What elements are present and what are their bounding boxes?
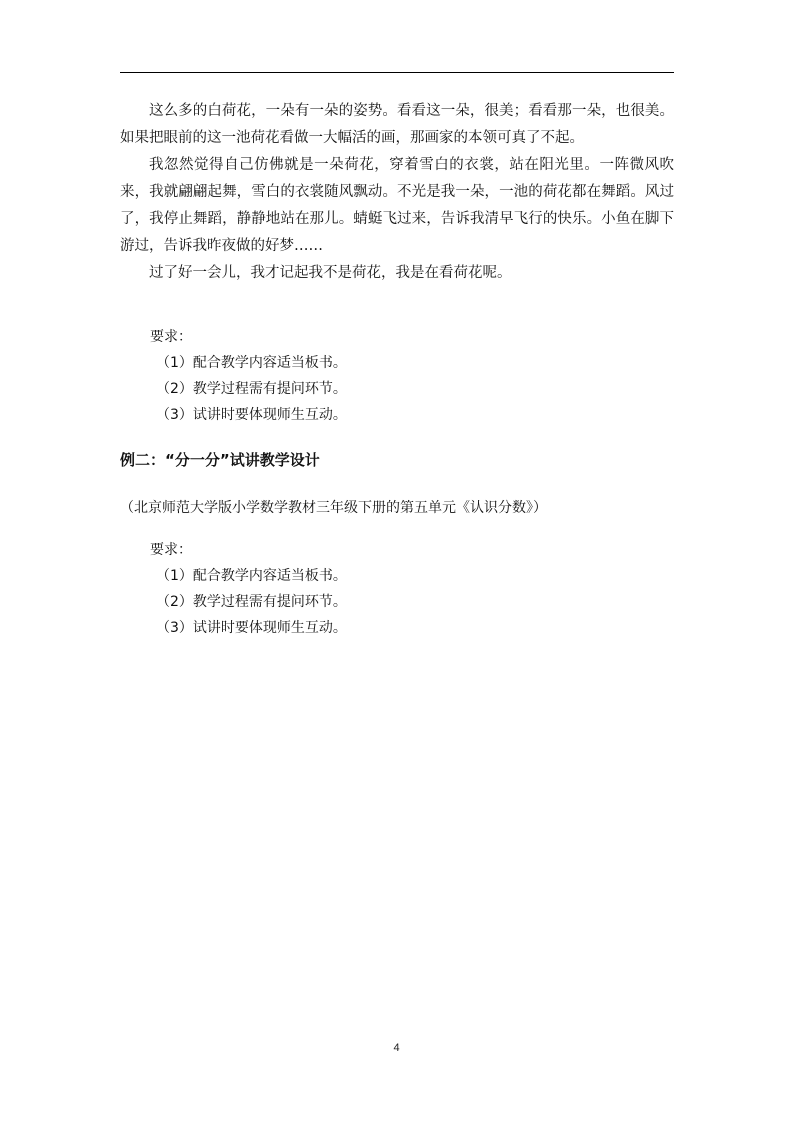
- story-paragraph: 这么多的白荷花，一朵有一朵的姿势。看看这一朵，很美；看看那一朵，也很美。如果把眼前的这一池荷花看做一大幅活的画，那画家的本领可真了不起。: [120, 103, 674, 146]
- page-content: [120, 98, 674, 641]
- requirements-title: 要求：: [150, 542, 192, 558]
- requirement-item: （1）配合教学内容适当板书。: [156, 568, 347, 584]
- requirement-item: （2）教学过程需有提问环节。: [156, 381, 347, 397]
- requirements-title: 要求：: [150, 329, 192, 345]
- requirement-item: （1）配合教学内容适当板书。: [156, 355, 347, 371]
- requirement-item: （3）试讲时要体现师生互动。: [156, 620, 347, 636]
- story-paragraph: 过了好一会儿，我才记起我不是荷花，我是在看荷花呢。: [149, 265, 512, 281]
- story-paragraph: 我忽然觉得自己仿佛就是一朵荷花，穿着雪白的衣裳，站在阳光里。一阵微风吹来，我就翩翩起舞，雪白的衣裳随风飘动。不光是我一朵，一池的荷花都在舞蹈。风过了，我停止舞蹈，静静地站在那儿。蜻蜓飞过来，告诉我清早飞行的快乐。小鱼在脚下游过，告诉我昨夜做的好梦……: [120, 157, 674, 254]
- lotus-story: [120, 98, 674, 287]
- requirements-list: [120, 537, 674, 641]
- header-rule: [120, 72, 674, 73]
- textbook-source-note: （北京师范大学版小学数学教材三年级下册的第五单元《认识分数》）: [120, 500, 547, 516]
- requirement-item: （3）试讲时要体现师生互动。: [156, 407, 347, 423]
- page-number: 4: [393, 1042, 400, 1054]
- example-heading: 例二：“分一分”试讲教学设计: [120, 451, 320, 469]
- requirement-item: （2）教学过程需有提问环节。: [156, 594, 347, 610]
- requirements-list: [120, 324, 674, 428]
